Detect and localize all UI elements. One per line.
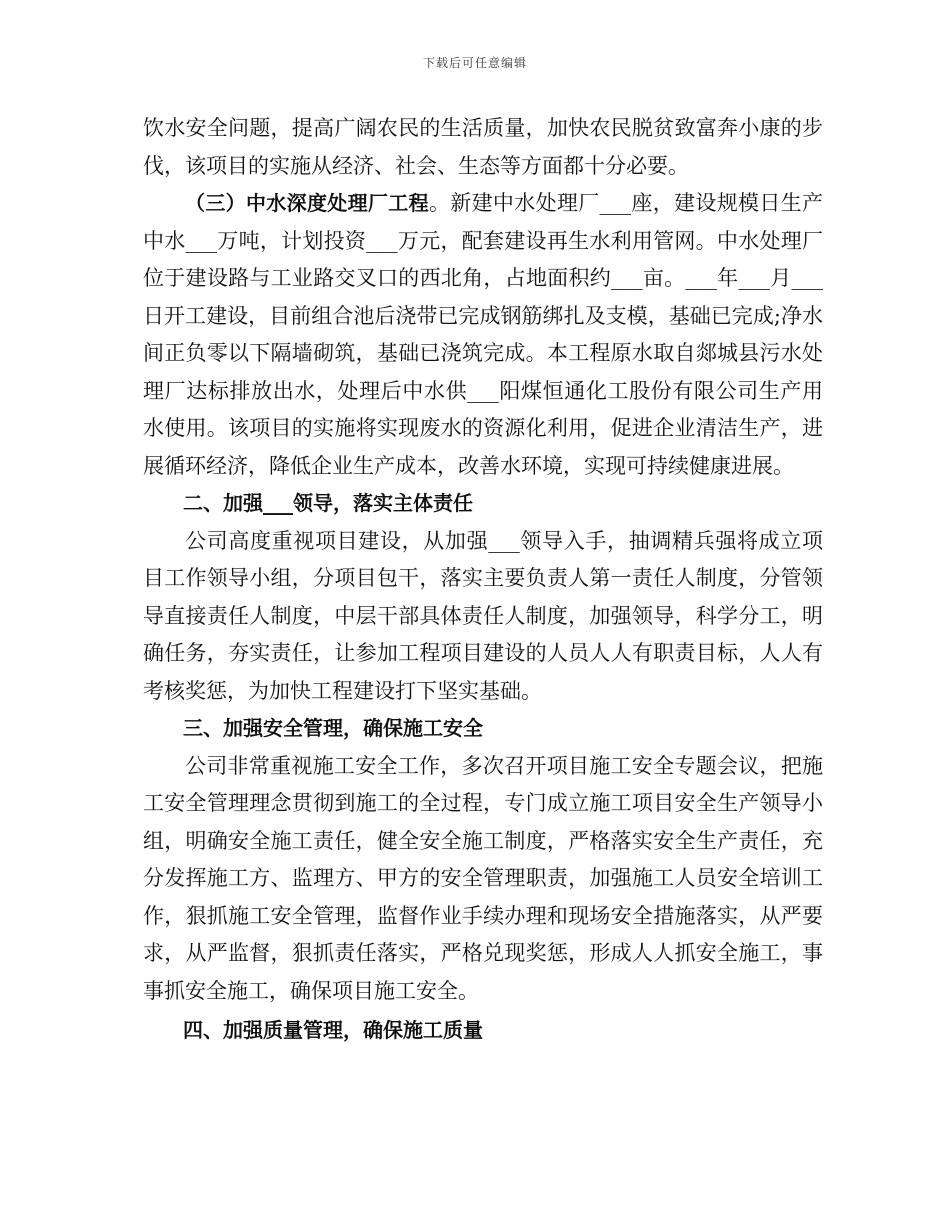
section-heading-quality: 四、加强质量管理，确保施工质量: [183, 1018, 483, 1042]
section-heading-reclaimed-water: （三）中水深度处理厂工程: [185, 191, 429, 215]
paragraph-safety: 公司非常重视施工安全工作，多次召开项目施工安全专题会议，把施工安全管理理念贯彻到施工的全过程，专门成立施工项目安全生产领导小组，明确安全施工责任，健全安全施工制度，严格落实安全生产责任，充分发挥施工方、监理方、甲方的安全管理职责，加强施工人员安全培训工作，狠抓施工安全管理，监督作业手续办理和现场安全措施落实，从严要求，从严监督，狠抓责任落实，严格兑现奖惩，形成人人抓安全施工，事事抓安全施工，确保项目施工安全。: [143, 753, 823, 1003]
paragraph-reclaimed-water-body: 。新建中水处理厂___座，建设规模日生产中水___万吨，计划投资___万元，配套建设再生水利用管网。中水处理厂位于建设路与工业路交叉口的西北角，占地面积约___亩。___年___月___日开工建设，目前组合池后浇带已完成钢筋绑扎及支模，基础已完成;净水间正负零以下隔墙砌筑，基础已浇筑完成。本工程原水取自郯城县污水处理厂达标排放出水，处理后中水供___阳煤恒通化工股份有限公司生产用水使用。该项目的实施将实现废水的资源化利用，促进企业清洁生产，进展循环经济，降低企业生产成本，改善水环境，实现可持续健康进展。: [143, 191, 824, 478]
section-heading-safety: 三、加强安全管理，确保施工安全: [183, 716, 483, 740]
section-heading-leadership: 二、加强___领导，落实主体责任: [183, 491, 473, 515]
document-body: [143, 110, 823, 1050]
page-header: 下载后可任意编辑: [422, 56, 527, 70]
paragraph-drinking-water: 饮水安全问题，提高广阔农民的生活质量，加快农民脱贫致富奔小康的步伐，该项目的实施从经济、社会、生态等方面都十分必要。: [143, 116, 823, 178]
paragraph-reclaimed-water-plant: [143, 185, 823, 485]
paragraph-leadership: 公司高度重视项目建设，从加强___领导入手，抽调精兵强将成立项目工作领导小组，分项目包干，落实主要负责人第一责任人制度，分管领导直接责任人制度，中层干部具体责任人制度，加强领导，科学分工，明确任务，夯实责任，让参加工程项目建设的人员人人有职责目标，人人有考核奖惩，为加快工程建设打下坚实基础。: [143, 528, 823, 703]
